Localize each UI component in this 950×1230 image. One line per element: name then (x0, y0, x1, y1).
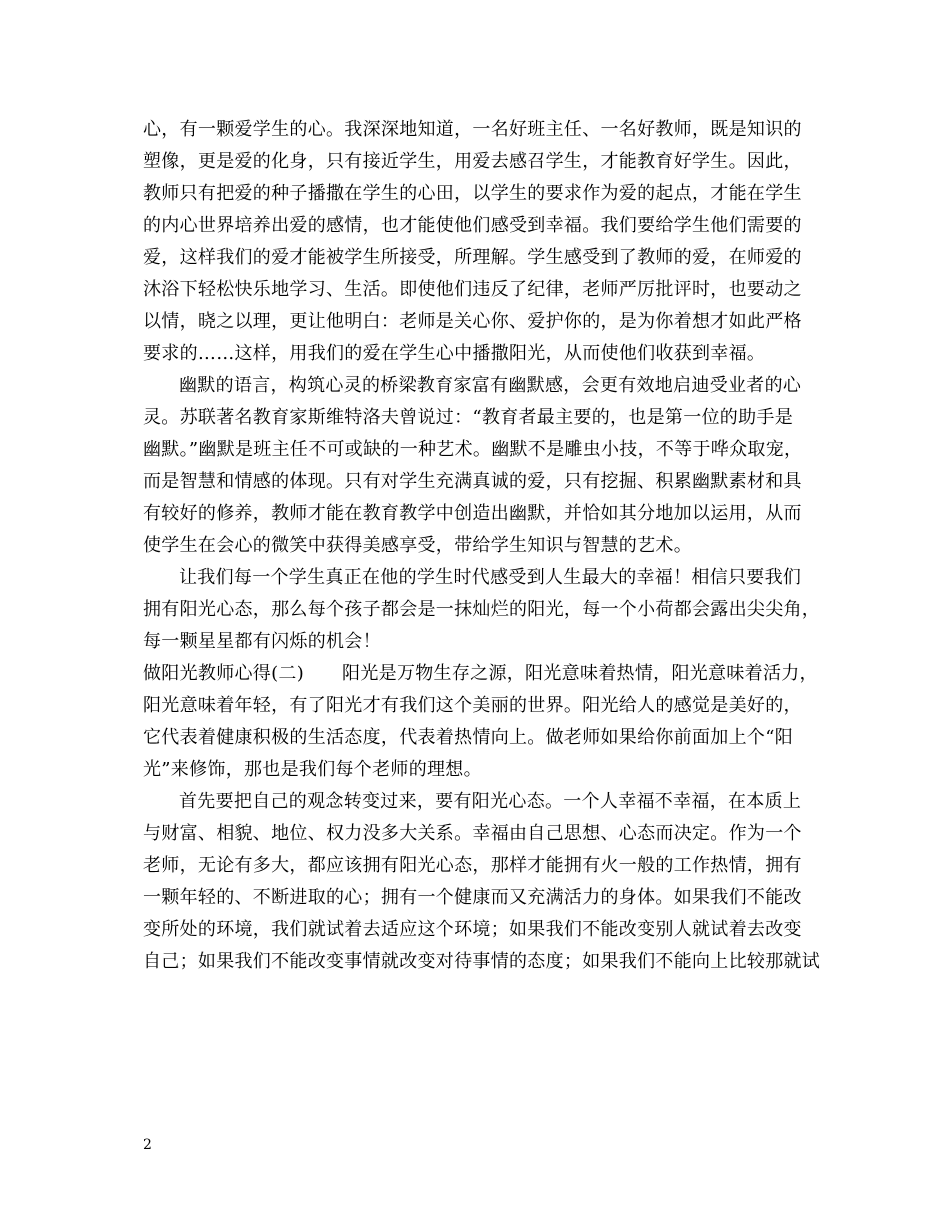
section-heading-line (143, 662, 818, 686)
paragraph-line: 幽默。”幽默是班主任不可或缺的一种艺术。幽默不是雕虫小技，不等于哗众取宠， (143, 439, 803, 460)
paragraph-line: 心，有一颗爱学生的心。我深深地知道，一名好班主任、一名好教师，既是知识的 (143, 119, 802, 140)
paragraph-line: 阳光意味着年轻，有了阳光才有我们这个美丽的世界。阳光给人的感觉是美好的， (143, 695, 802, 716)
paragraph-line: 拥有阳光心态，那么每个孩子都会是一抹灿烂的阳光，每一个小荷都会露出尖尖角， (143, 599, 821, 620)
paragraph-line: 光”来修饰，那也是我们每个老师的理想。 (143, 759, 482, 780)
paragraph-line: 幽默的语言，构筑心灵的桥梁教育家富有幽默感，会更有效地启迪受业者的心 (179, 375, 802, 396)
paragraph-line: 爱，这样我们的爱才能被学生所接受，所理解。学生感受到了教师的爱，在师爱的 (143, 247, 802, 268)
paragraph-line: 它代表着健康积极的生活态度，代表着热情向上。做老师如果给你前面加上个“阳 (143, 727, 793, 748)
paragraph-line: 灵。苏联著名教育家斯维特洛夫曾说过：“教育者最主要的，也是第一位的助手是 (143, 407, 793, 428)
section-heading: 做阳光教师心得(二) (143, 663, 305, 684)
paragraph-line: 使学生在会心的微笑中获得美感享受，带给学生知识与智慧的艺术。 (143, 535, 692, 556)
paragraph-line: 老师，无论有多大，都应该拥有阳光心态，那样才能拥有火一般的工作热情，拥有 (143, 855, 802, 876)
paragraph-line: 要求的……这样，用我们的爱在学生心中播撒阳光，从而使他们收获到幸福。 (143, 343, 766, 364)
paragraph-line: 有较好的修养，教师才能在教育教学中创造出幽默，并恰如其分地加以运用，从而 (143, 503, 802, 524)
paragraph-line: 一颗年轻的、不断进取的心；拥有一个健康而又充满活力的身体。如果我们不能改 (143, 887, 802, 908)
paragraph-line: 阳光是万物生存之源，阳光意味着热情，阳光意味着活力， (342, 663, 818, 684)
paragraph-line: 塑像，更是爱的化身，只有接近学生，用爱去感召学生，才能教育好学生。因此， (143, 151, 802, 172)
paragraph-line: 而是智慧和情感的体现。只有对学生充满真诚的爱，只有挖掘、积累幽默素材和具 (143, 471, 802, 492)
paragraph-line: 让我们每一个学生真正在他的学生时代感受到人生最大的幸福！相信只要我们 (179, 567, 802, 588)
paragraph-line: 变所处的环境，我们就试着去适应这个环境；如果我们不能改变别人就试着去改变 (143, 919, 802, 940)
page-number: 2 (143, 1137, 152, 1153)
paragraph-line: 首先要把自己的观念转变过来，要有阳光心态。一个人幸福不幸福，在本质上 (179, 791, 802, 812)
paragraph-line: 以情，晓之以理，更让他明白：老师是关心你、爱护你的，是为你着想才如此严格 (143, 311, 802, 332)
paragraph-line: 自己；如果我们不能改变事情就改变对待事情的态度；如果我们不能向上比较那就试 (143, 951, 821, 972)
paragraph-line: 与财富、相貌、地位、权力没多大关系。幸福由自己思想、心态而决定。作为一个 (143, 823, 802, 844)
paragraph-line: 每一颗星星都有闪烁的机会！ (143, 631, 381, 652)
paragraph-line: 的内心世界培养出爱的感情，也才能使他们感受到幸福。我们要给学生他们需要的 (143, 215, 802, 236)
paragraph-line: 沐浴下轻松快乐地学习、生活。即使他们违反了纪律，老师严厉批评时，也要动之 (143, 279, 802, 300)
paragraph-line: 教师只有把爱的种子播撒在学生的心田，以学生的要求作为爱的起点，才能在学生 (143, 183, 802, 204)
